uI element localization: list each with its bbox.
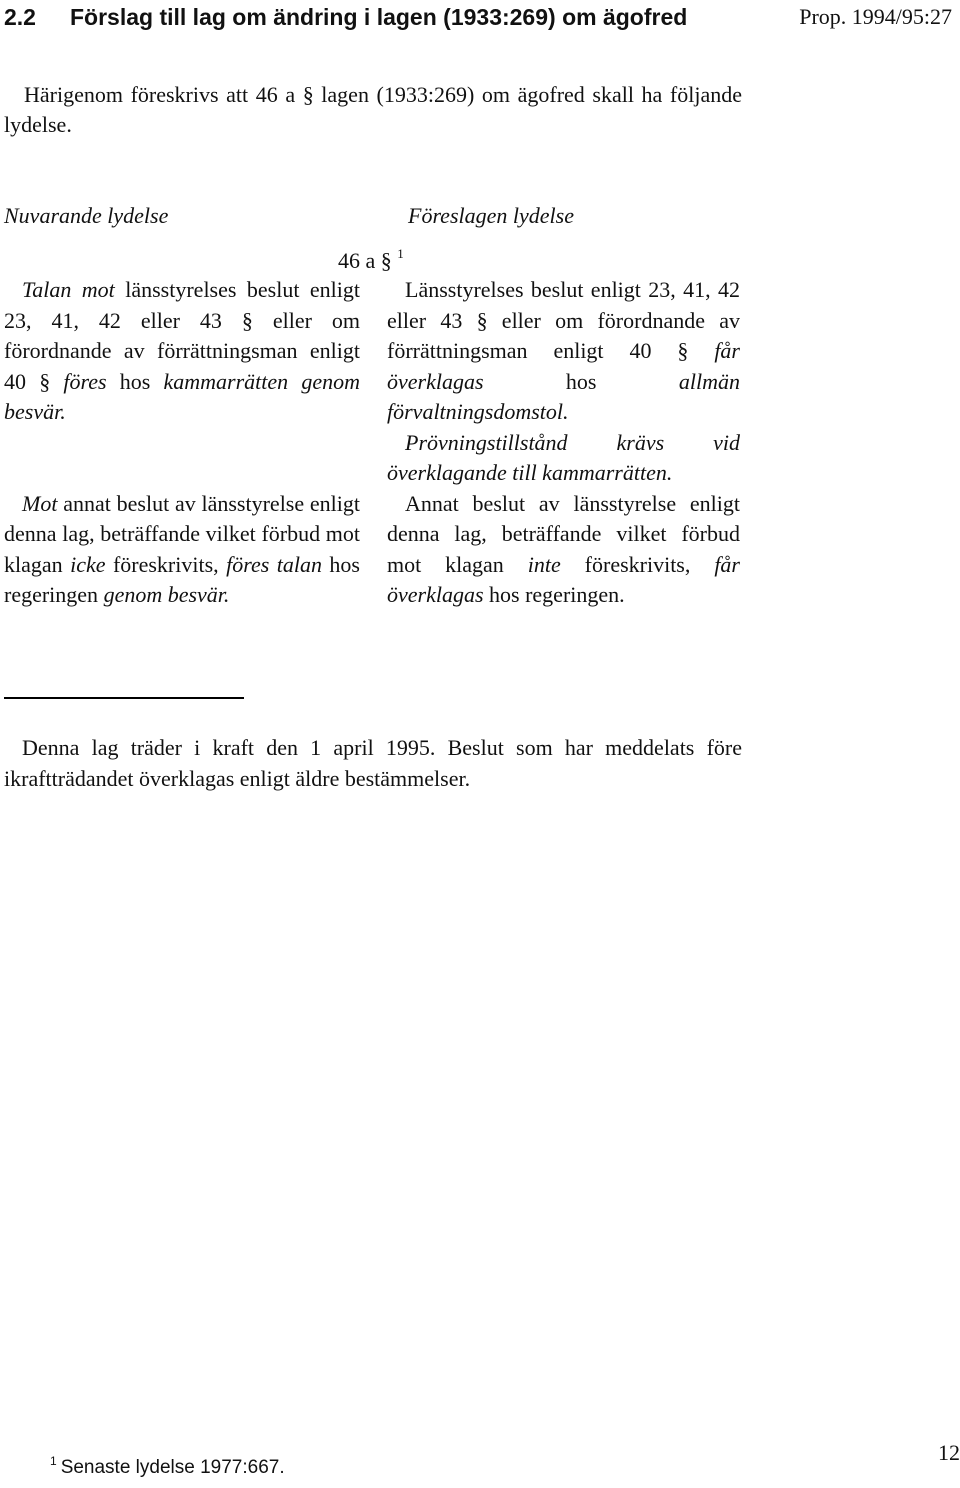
section-label-text: 46 a § [338,248,392,273]
text-run: Annat beslut av länsstyrelse enligt denna lag, beträffande vilket förbud mot klagan [387,490,740,577]
emphasis: får överklagas [387,338,740,394]
proposed-paragraph-1 [387,275,740,428]
text-run: föreskrivits, [105,551,227,577]
intro-text: Härigenom föreskrivs att 46 a § lagen (1933:269) om ägofred skall ha följande lydelse. [4,82,742,137]
emphasis: icke [70,551,106,577]
emphasis: inte [527,551,561,577]
emphasis: föres [63,368,107,394]
section-number: 2.2 [4,4,36,30]
prop-reference: Prop. 1994/95:27 [799,4,952,29]
current-paragraph-1 [4,275,360,428]
section-title: Förslag till lag om ändring i lagen (1933:269) om ägofred [70,4,688,30]
current-paragraph-2 [4,489,360,611]
emphasis: Mot [22,490,58,516]
separator-rule [4,697,244,699]
text-run: hos regeringen [4,551,360,607]
text-run: hos regeringen. [483,582,625,607]
current-wording-column [4,275,360,611]
emphasis: Prövningstillstånd krävs vid överklagande till kammarrätten. [387,429,740,485]
text-run: länsstyrelses beslut enligt 23, 41, 42 eller 43 § eller om förordnande av förrättningsman enligt 40 § [4,277,360,394]
footnote-mark: 1 [50,1454,57,1468]
emphasis: kammarrätten genom besvär. [4,368,360,424]
footnote-text: Senaste lydelse 1977:667. [60,1457,285,1478]
proposed-paragraph-3 [387,489,740,611]
emphasis: föres talan [226,551,322,577]
transitional-provision [4,732,742,794]
section-heading [4,0,694,34]
emphasis: allmän förvaltningsdomstol. [387,368,740,424]
emphasis: Talan mot [22,277,115,302]
emphasis: genom besvär. [103,582,230,607]
current-wording-header: Nuvarande lydelse [4,203,169,228]
intro-paragraph [4,80,742,140]
section-label [338,246,404,276]
text-run: föreskrivits, [560,551,715,577]
footnote [50,1455,285,1481]
proposed-wording-header: Föreslagen lydelse [408,203,574,228]
proposed-wording-column [387,275,740,611]
text-run: Länsstyrelses beslut enligt 23, 41, 42 eller 43 § eller om förordnande av förrättningsman enligt 40 § [387,277,740,363]
transitional-text: Denna lag träder i kraft den 1 april 1995. Beslut som har meddelats före ikraftträdandet överklagas enligt äldre bestämmelser. [4,735,742,791]
text-run: annat beslut av länsstyrelse enligt denna lag, beträffande vilket förbud mot klagan [4,490,360,577]
text-run: hos [483,368,679,394]
emphasis: får överklagas [387,551,740,607]
proposed-paragraph-2 [387,428,740,489]
page-number: 12 [938,1440,960,1465]
text-run: hos [106,368,164,394]
footnote-reference: 1 [397,246,404,261]
